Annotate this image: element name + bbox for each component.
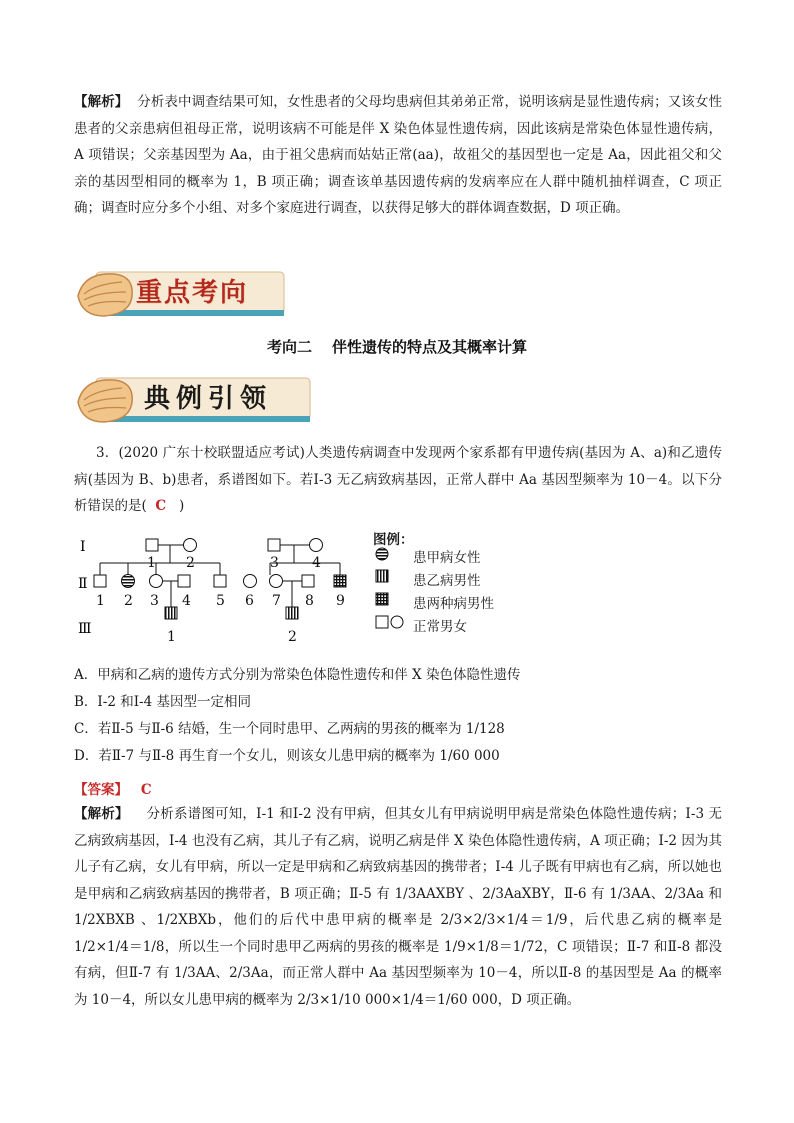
analysis-paragraph-1 bbox=[74, 89, 722, 222]
pedigree-II5-male bbox=[214, 575, 226, 587]
section-heading-part2: 伴性遗传的特点及其概率计算 bbox=[332, 338, 528, 356]
question-answer-inline: C bbox=[155, 498, 167, 514]
option-c: C．若Ⅱ-5 与Ⅱ-6 结婚，生一个同时患甲、乙两病的男孩的概率为 1/128 bbox=[74, 721, 505, 737]
pedigree-num-I1: 1 bbox=[147, 555, 156, 571]
question-text: 3．(2020 广东十校联盟适应考试)人类遗传病调查中发现两个家系都有甲遗传病(基因为 A、a)和乙遗传病(基因为 B、b)患者，系谱图如下。若Ⅰ-3 无乙病致病基因，正常人群中 Aa 基因型频率为 10－4。以下分析错误的是( bbox=[74, 445, 722, 514]
pedigree-num-II5: 5 bbox=[216, 593, 225, 609]
pedigree-III1-male-affected-b bbox=[165, 607, 177, 619]
pedigree-I2-female bbox=[184, 539, 197, 552]
question-close-paren: ) bbox=[179, 498, 185, 514]
pedigree-II3-female bbox=[150, 575, 163, 588]
analysis-text-2: 分析系谱图可知，Ⅰ-1 和Ⅰ-2 没有甲病，但其女儿有甲病说明甲病是常染色体隐性遗传病；Ⅰ-3 无乙病致病基因，Ⅰ-4 也没有乙病，其儿子有乙病，说明乙病是伴 X 染色体隐性遗传病，A 项正确；Ⅰ-2 因为其儿子有乙病，女儿有甲病，所以一定是甲病和乙病致病基因的携带者；Ⅰ-4 儿子既有甲病也有乙病，所以她也是甲病和乙病致病基因的携带者，B 项正确；Ⅱ-5 有 1/3AAXBY 、2/3AaXBY，Ⅱ-6 有 1/3AA、2/3Aa 和 1/2XBXB 、1/2XBXb，他们的后代中患甲病的概率是 2/3×2/3×1/4＝1/9，后代患乙病的概率是 1/2×1/4＝1/8，所以生一个同时患甲乙两病的男孩的概率是 1/9×1/8＝1/72，C 项错误；Ⅱ-7 和Ⅱ-8 都没有病，但Ⅱ-7 有 1/3AA、2/3Aa，而正常人群中 Aa 基因型频率为 10－4，所以Ⅱ-8 的基因型是 Aa 的概率为 10－4，所以女儿患甲病的概率为 2/3×1/10 000×1/4＝1/60 000，D 项正确。 bbox=[74, 806, 723, 1008]
option-a: A．甲病和乙病的遗传方式分别为常染色体隐性遗传和伴 X 染色体隐性遗传 bbox=[74, 667, 521, 683]
legend-affected-female-symbol bbox=[376, 548, 388, 560]
pedigree-I3-male bbox=[268, 539, 280, 551]
generation-label-2: Ⅱ bbox=[78, 576, 88, 592]
example-banner bbox=[74, 372, 314, 426]
pedigree-num-II8: 8 bbox=[305, 593, 314, 609]
legend-title: 图例： bbox=[373, 532, 414, 548]
key-direction-banner bbox=[74, 266, 288, 320]
pedigree-num-II7: 7 bbox=[272, 593, 281, 609]
legend-normal-male-symbol bbox=[376, 616, 388, 628]
question-stem bbox=[74, 440, 722, 520]
pedigree-III2-male-affected-b bbox=[286, 607, 298, 619]
key-direction-title: 重点考向 bbox=[136, 278, 249, 308]
legend-symbols bbox=[374, 546, 406, 638]
example-title: 典例引领 bbox=[144, 384, 273, 414]
pedigree-num-II3: 3 bbox=[150, 593, 159, 609]
pedigree-II9-male-affected-both bbox=[334, 575, 346, 587]
legend-item-2: 患乙病男性 bbox=[413, 573, 481, 589]
pedigree-num-II6: 6 bbox=[245, 593, 254, 609]
analysis-text-1: 分析表中调查结果可知，女性患者的父母均患病但其弟弟正常，说明该病是显性遗传病；又该女性患者的父亲患病但祖母正常，说明该病不可能是伴 X 染色体显性遗传病，因此该病是常染色体显性遗传病，A 项错误；父亲基因型为 Aa，由于祖父患病而姑姑正常(aa)，故祖父的基因型也一定是 Aa，因此祖父和父亲的基因型相同的概率为 1，B 项正确；调查该单基因遗传病的发病率应在人群中随机抽样调查，C 项正确；调查时应分多个小组、对多个家庭进行调查，以获得足够大的群体调查数据，D 项正确。 bbox=[74, 94, 723, 216]
answer-value: C bbox=[140, 782, 152, 798]
pedigree-num-III2: 2 bbox=[288, 629, 297, 645]
answer-line bbox=[74, 780, 152, 800]
pedigree-II2-female-affected-a bbox=[122, 575, 135, 588]
legend-item-3: 患两种病男性 bbox=[413, 596, 494, 612]
pedigree-I4-female bbox=[310, 539, 323, 552]
legend-affected-b-male-symbol bbox=[376, 570, 388, 582]
generation-label-1: Ⅰ bbox=[80, 539, 86, 555]
section-heading-part1: 考向二 bbox=[266, 338, 312, 356]
generation-label-3: Ⅲ bbox=[78, 621, 92, 637]
pedigree-num-I2: 2 bbox=[186, 555, 195, 571]
section-heading bbox=[0, 336, 794, 357]
pedigree-num-III1: 1 bbox=[167, 629, 176, 645]
pedigree-num-II1: 1 bbox=[96, 593, 105, 609]
pedigree-II6-female bbox=[244, 575, 257, 588]
pedigree-II4-male bbox=[178, 575, 190, 587]
legend-affected-both-male-symbol bbox=[376, 593, 388, 605]
pedigree-II8-male bbox=[302, 575, 314, 587]
pedigree-num-I3: 3 bbox=[270, 555, 279, 571]
pedigree-II7-female bbox=[270, 575, 283, 588]
pedigree-num-I4: 4 bbox=[312, 555, 321, 571]
pedigree-I1-male bbox=[146, 539, 158, 551]
option-d: D．若Ⅱ-7 与Ⅱ-8 再生育一个女儿，则该女儿患甲病的概率为 1/60 000 bbox=[74, 748, 500, 764]
pedigree-II1-male bbox=[94, 575, 106, 587]
option-b: B．Ⅰ-2 和Ⅰ-4 基因型一定相同 bbox=[74, 694, 251, 710]
analysis-tag-2: 【解析】 bbox=[74, 806, 129, 822]
analysis-tag-1: 【解析】 bbox=[74, 94, 129, 110]
pedigree-chart bbox=[72, 525, 372, 655]
analysis-paragraph-2 bbox=[74, 801, 722, 1013]
pedigree-num-II4: 4 bbox=[182, 593, 191, 609]
legend-item-4: 正常男女 bbox=[413, 619, 467, 635]
legend-item-1: 患甲病女性 bbox=[413, 550, 481, 566]
pedigree-num-II2: 2 bbox=[124, 593, 133, 609]
pedigree-num-II9: 9 bbox=[336, 593, 345, 609]
answer-tag: 【答案】 bbox=[74, 782, 128, 798]
legend-normal-female-symbol bbox=[391, 616, 403, 628]
